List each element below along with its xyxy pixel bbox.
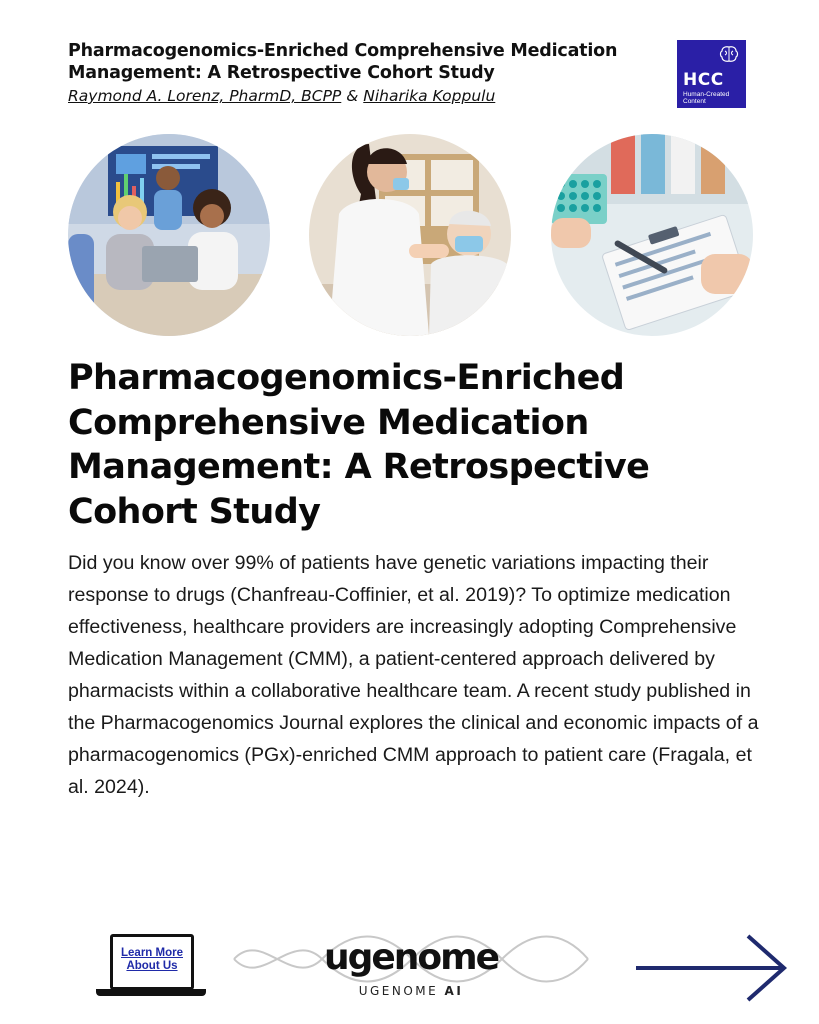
ugenome-wordmark: ugenome <box>323 937 499 978</box>
hcc-abbr: HCC <box>683 70 724 90</box>
header-title: Pharmacogenomics-Enriched Comprehensive Medication Management: A Retrospective Cohort Study <box>68 41 618 83</box>
article-body: Did you know over 99% of patients have genetic variations impacting their response to drugs (Chanfreau-Coffinier, et al. 2019)? To optimize medication effectiveness, healthcare providers are increasingly adopting Comprehensive Medication Management (CMM), a patient-centered approach delivered by pharmacists within a collaborative healthcare team. A recent study published in the Pharmacogenomics Journal explores the clinical and economic impacts of a pharmacogenomics (PGx)-enriched CMM approach to patient care (Fragala, et al. 2024). <box>68 552 759 798</box>
author-link-lorenz[interactable]: Raymond A. Lorenz, PharmD, BCPP <box>68 87 342 105</box>
medication-clipboard-photo <box>551 134 753 336</box>
author-link-koppulu[interactable]: Niharika Koppulu <box>363 87 496 105</box>
author-separator: & <box>346 87 359 105</box>
ugenome-caption: UGENOME AI <box>358 984 464 998</box>
brain-icon <box>719 45 739 63</box>
author-line <box>68 87 495 105</box>
hcc-badge <box>677 40 746 108</box>
laptop-screen <box>110 934 194 990</box>
arrow-right-icon[interactable] <box>636 934 788 1004</box>
laptop-base <box>96 989 206 996</box>
article-title: Pharmacogenomics-Enriched Comprehensive Medication Management: A Retrospective Cohort Study <box>68 358 650 532</box>
team-meeting-photo <box>68 134 270 336</box>
hcc-label: Human-Created Content <box>683 91 730 105</box>
pharmacist-patient-photo <box>309 134 511 336</box>
learn-more-link[interactable]: Learn More About Us <box>121 947 183 972</box>
learn-more-button[interactable] <box>96 934 206 1000</box>
